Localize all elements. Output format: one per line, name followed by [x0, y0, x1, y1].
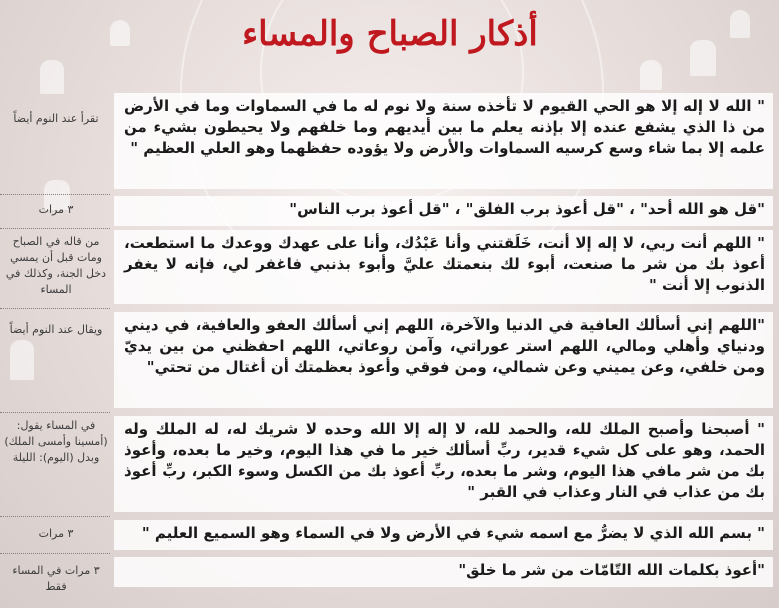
note-separator: [0, 194, 110, 195]
dhikr-text: " الله لا إله إلا هو الحي القيوم لا تأخذه سنة ولا نوم له ما في السماوات وما في الأرض من ذا الذي يشفع عنده إلا بإذنه يعلم ما بين أيديهم وما خلفهم ولا يحيطون بشيء من علمه إلا بما شاء وسع كرسيه السماوات والأرض ولا يؤوده حفظهما وهو العلي العظيم ": [124, 97, 765, 157]
dhikr-text: " بسم الله الذي لا يضرُّ مع اسمه شيء في الأرض ولا في السماء وهو السميع العليم ": [141, 524, 765, 542]
window-light: [640, 60, 662, 90]
dhikr-text: "اللهم إني أسألك العافية في الدنيا والآخرة، اللهم إني أسألك العفو والعافية، في ديني ودنياي وأهلي ومالي، اللهم استر عوراتي، وآمن روعاتي، اللهم احفظني من بين يديّ ومن خلفي، وعن يميني وعن شمالي، ومن فوقي وأعوذ بعظمتك أن أغتال من تحتي": [124, 316, 765, 376]
note-separator: [0, 516, 110, 517]
dhikr-text: " اللهم أنت ربي، لا إله إلا أنت، خَلَقتني وأنا عَبْدُك، وأنا على عهدك ووعدك ما استطعت، أعوذ بك من شر ما صنعت، أبوء لك بنعمتك عليَّ وأبوء بذنبي فاغفر لي، فإنه لا يغفر الذنوب إلا أنت ": [124, 234, 765, 294]
dhikr-note: ٣ مرات: [38, 527, 74, 540]
note-separator: [0, 553, 110, 554]
dhikr-note: ٣ مرات في المساء فقط: [12, 564, 100, 593]
dhikr-row: [0, 230, 779, 304]
dhikr-text: "قل هو الله أحد" ، "قل أعوذ برب الفلق" ، "قل أعوذ برب الناس": [289, 200, 765, 218]
dhikr-row: [0, 196, 779, 226]
dhikr-row: [0, 557, 779, 593]
note-separator: [0, 308, 110, 309]
dhikr-note: في المساء يقول: (أمسينا وأمسى الملك) وبدل (اليوم): الليلة: [4, 419, 108, 464]
dhikr-note: ويقال عند النوم أيضاً: [9, 323, 103, 336]
window-light: [730, 10, 750, 38]
window-light: [690, 40, 716, 76]
note-separator: [0, 228, 110, 229]
page-title: أذكار الصباح والمساء: [242, 14, 538, 54]
dhikr-note: تقرأ عند النوم أيضاً: [13, 112, 99, 125]
window-light: [110, 20, 130, 46]
window-light: [40, 60, 64, 94]
dhikr-row: [0, 312, 779, 408]
note-separator: [0, 412, 110, 413]
dhikr-text: " أصبحنا وأصبح الملك لله، والحمد لله، لا إله إلا الله وحده لا شريك له، له الملك وله الحمد، وهو على كل شيء قدير، ربِّ أسألك خير ما في هذا اليوم، وخير ما بعده، وأعوذ بك من شر مافي هذا اليوم، وشر ما بعده، ربِّ أعوذ بك من الكسل وسوء الكبر، ربِّ أعوذ بك من عذاب في النار وعذاب في القبر ": [124, 420, 765, 501]
dhikr-note: من قاله في الصباح ومات قبل أن يمسي دخل الجنة، وكذلك في المساء: [5, 235, 107, 296]
dhikr-note: ٣ مرات: [38, 203, 74, 216]
dhikr-row: [0, 520, 779, 550]
dhikr-row: [0, 416, 779, 512]
dhikr-text: "أعوذ بكلمات الله التّامّات من شر ما خلق": [458, 561, 765, 579]
dhikr-row: [0, 93, 779, 189]
